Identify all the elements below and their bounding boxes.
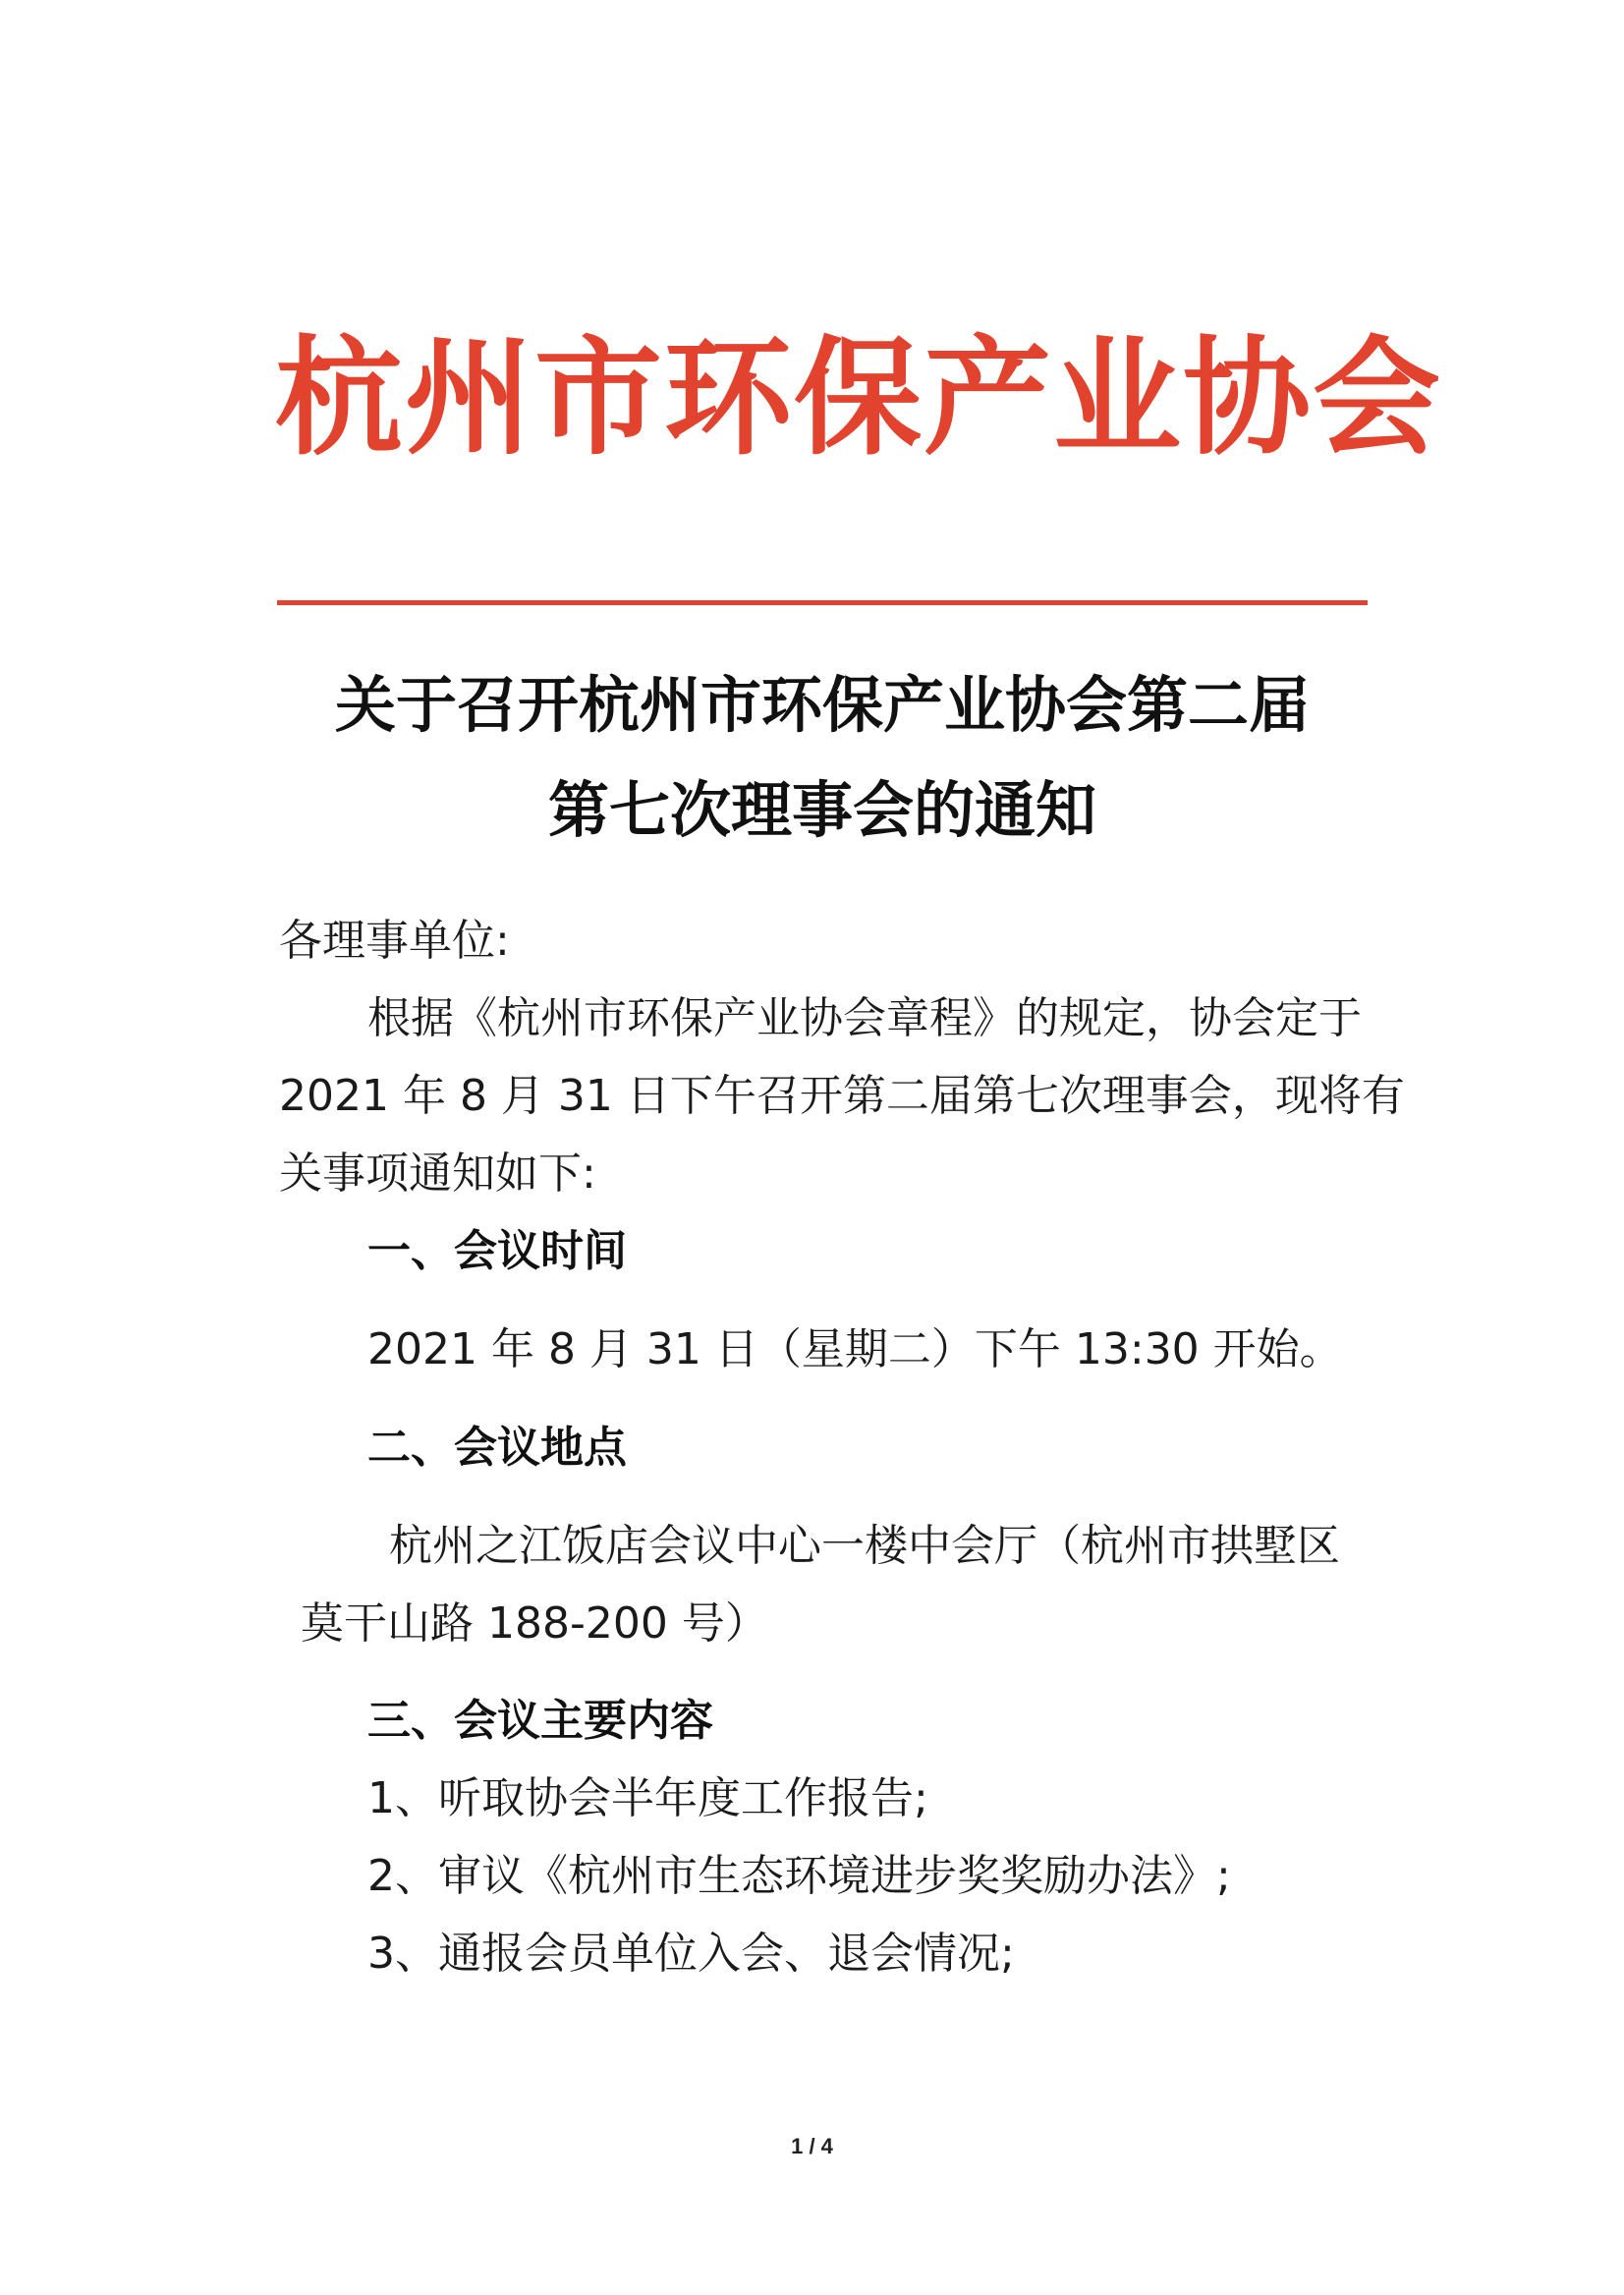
section-heading-meeting-agenda: 三、会议主要内容 — [367, 1696, 713, 1746]
meeting-time-text: 2021 年 8 月 31 日（星期二）下午 13:30 开始。 — [367, 1324, 1343, 1374]
agenda-item-3: 3、通报会员单位入会、退会情况; — [367, 1929, 1015, 1979]
document-title-line-2: 第七次理事会的通知 — [547, 774, 1096, 846]
meeting-location-line-1: 杭州之江饭店会议中心一楼中会厅（杭州市拱墅区 — [389, 1521, 1340, 1571]
intro-paragraph-line-3: 关事项通知如下: — [279, 1148, 596, 1199]
intro-paragraph-line-2: 2021 年 8 月 31 日下午召开第二届第七次理事会，现将有 — [279, 1071, 1405, 1121]
page-number: 1 / 4 — [791, 2134, 833, 2158]
organization-letterhead: 杭州市环保产业协会 — [275, 322, 1443, 473]
section-heading-meeting-time: 一、会议时间 — [367, 1226, 627, 1276]
intro-paragraph-line-1: 根据《杭州市环保产业协会章程》的规定，协会定于 — [367, 993, 1362, 1043]
salutation: 各理事单位: — [279, 916, 510, 966]
agenda-item-1: 1、听取协会半年度工作报告; — [367, 1773, 928, 1823]
section-heading-meeting-location: 二、会议地点 — [367, 1423, 627, 1473]
meeting-location-line-2: 莫干山路 188-200 号） — [301, 1598, 768, 1649]
document-title-line-1: 关于召开杭州市环保产业协会第二届 — [334, 669, 1310, 741]
letterhead-divider — [277, 600, 1368, 605]
agenda-item-2: 2、审议《杭州市生态环境进步奖奖励办法》; — [367, 1851, 1231, 1901]
